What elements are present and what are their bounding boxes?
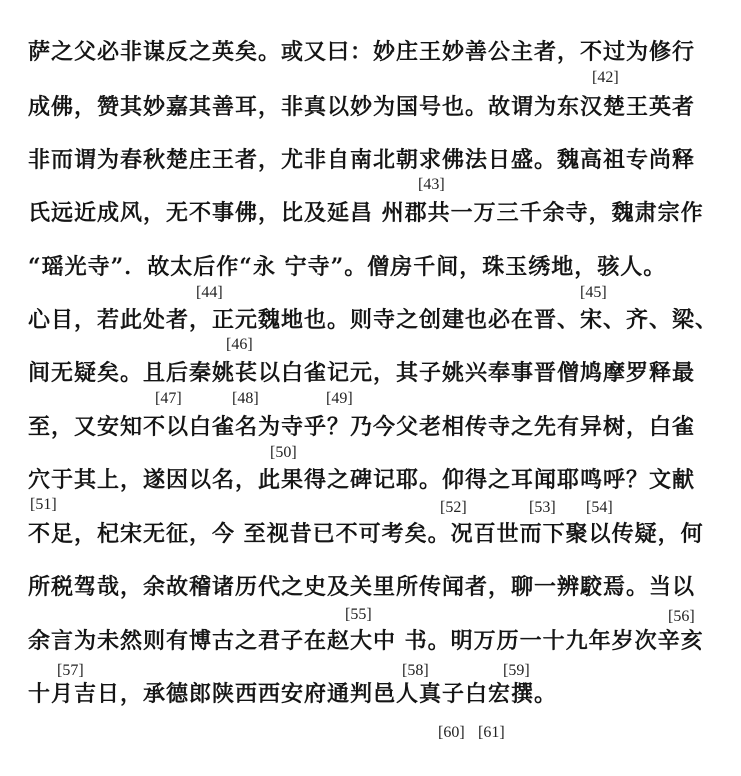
footnote-marker: [55] [345, 606, 372, 623]
footnote-marker: [52] [440, 499, 467, 516]
footnote-marker: [49] [326, 390, 353, 407]
footnote-marker: [60] [438, 724, 465, 741]
footnote-marker: [57] [57, 662, 84, 679]
text-line: 心目，若此处者，正元魏地也。则寺之创建也必在晋、宋、齐、梁、 [28, 307, 719, 333]
footnote-marker: [56] [668, 608, 695, 625]
text-line: 间无疑矣。且后秦姚苌以白雀记元，其子姚兴奉事晋僧鸠摩罗释最 [28, 360, 696, 386]
text-line: 不足，杞宋无征，今 至视昔已不可考矣。况百世而下聚以传疑，何 [28, 521, 704, 547]
text-line: 萨之父必非谋反之英矣。或又曰：妙庄王妙善公主者，不过为修行 [28, 39, 696, 65]
footnote-marker: [58] [402, 662, 429, 679]
footnote-marker: [48] [232, 390, 259, 407]
text-line: 余言为未然则有博古之君子在赵大中 书。明万历一十九年岁次辛亥 [28, 628, 704, 654]
footnote-marker: [47] [155, 390, 182, 407]
footnote-marker: [61] [478, 724, 505, 741]
footnote-marker: [42] [592, 69, 619, 86]
footnote-marker: [44] [196, 284, 223, 301]
footnote-marker: [51] [30, 496, 57, 513]
footnote-marker: [53] [529, 499, 556, 516]
text-line: 成佛，赞其妙嘉其善耳，非真以妙为国号也。故谓为东汉楚王英者 [28, 94, 696, 120]
text-line: 穴于其上，遂因以名，此果得之碑记耶。仰得之耳闻耶鸣呼？文献 [28, 467, 696, 493]
footnote-marker: [54] [586, 499, 613, 516]
footnote-marker: [45] [580, 284, 607, 301]
text-line: 十月吉日，承德郎陕西西安府通判邑人真子白宏撰。 [28, 681, 558, 707]
footnote-marker: [59] [503, 662, 530, 679]
footnote-marker: [43] [418, 176, 445, 193]
footnote-marker: [46] [226, 336, 253, 353]
text-line: 所税驾哉，余故稽诸历代之史及关里所传闻者，聊一辨駮焉。当以 [28, 574, 696, 600]
footnote-marker: [50] [270, 444, 297, 461]
text-line: 至，又安知不以白雀名为寺乎？乃今父老相传寺之先有异树，白雀 [28, 414, 696, 440]
text-line: “瑶光寺”．故太后作“永 宁寺”。僧房千间，珠玉绣地，骇人。 [28, 254, 667, 280]
text-line: 氏远近成风，无不事佛，比及延昌 州郡共一万三千余寺，魏肃宗作 [28, 200, 704, 226]
text-line: 非而谓为春秋楚庄王者，尤非自南北朝求佛法日盛。魏高祖专尚释 [28, 147, 696, 173]
